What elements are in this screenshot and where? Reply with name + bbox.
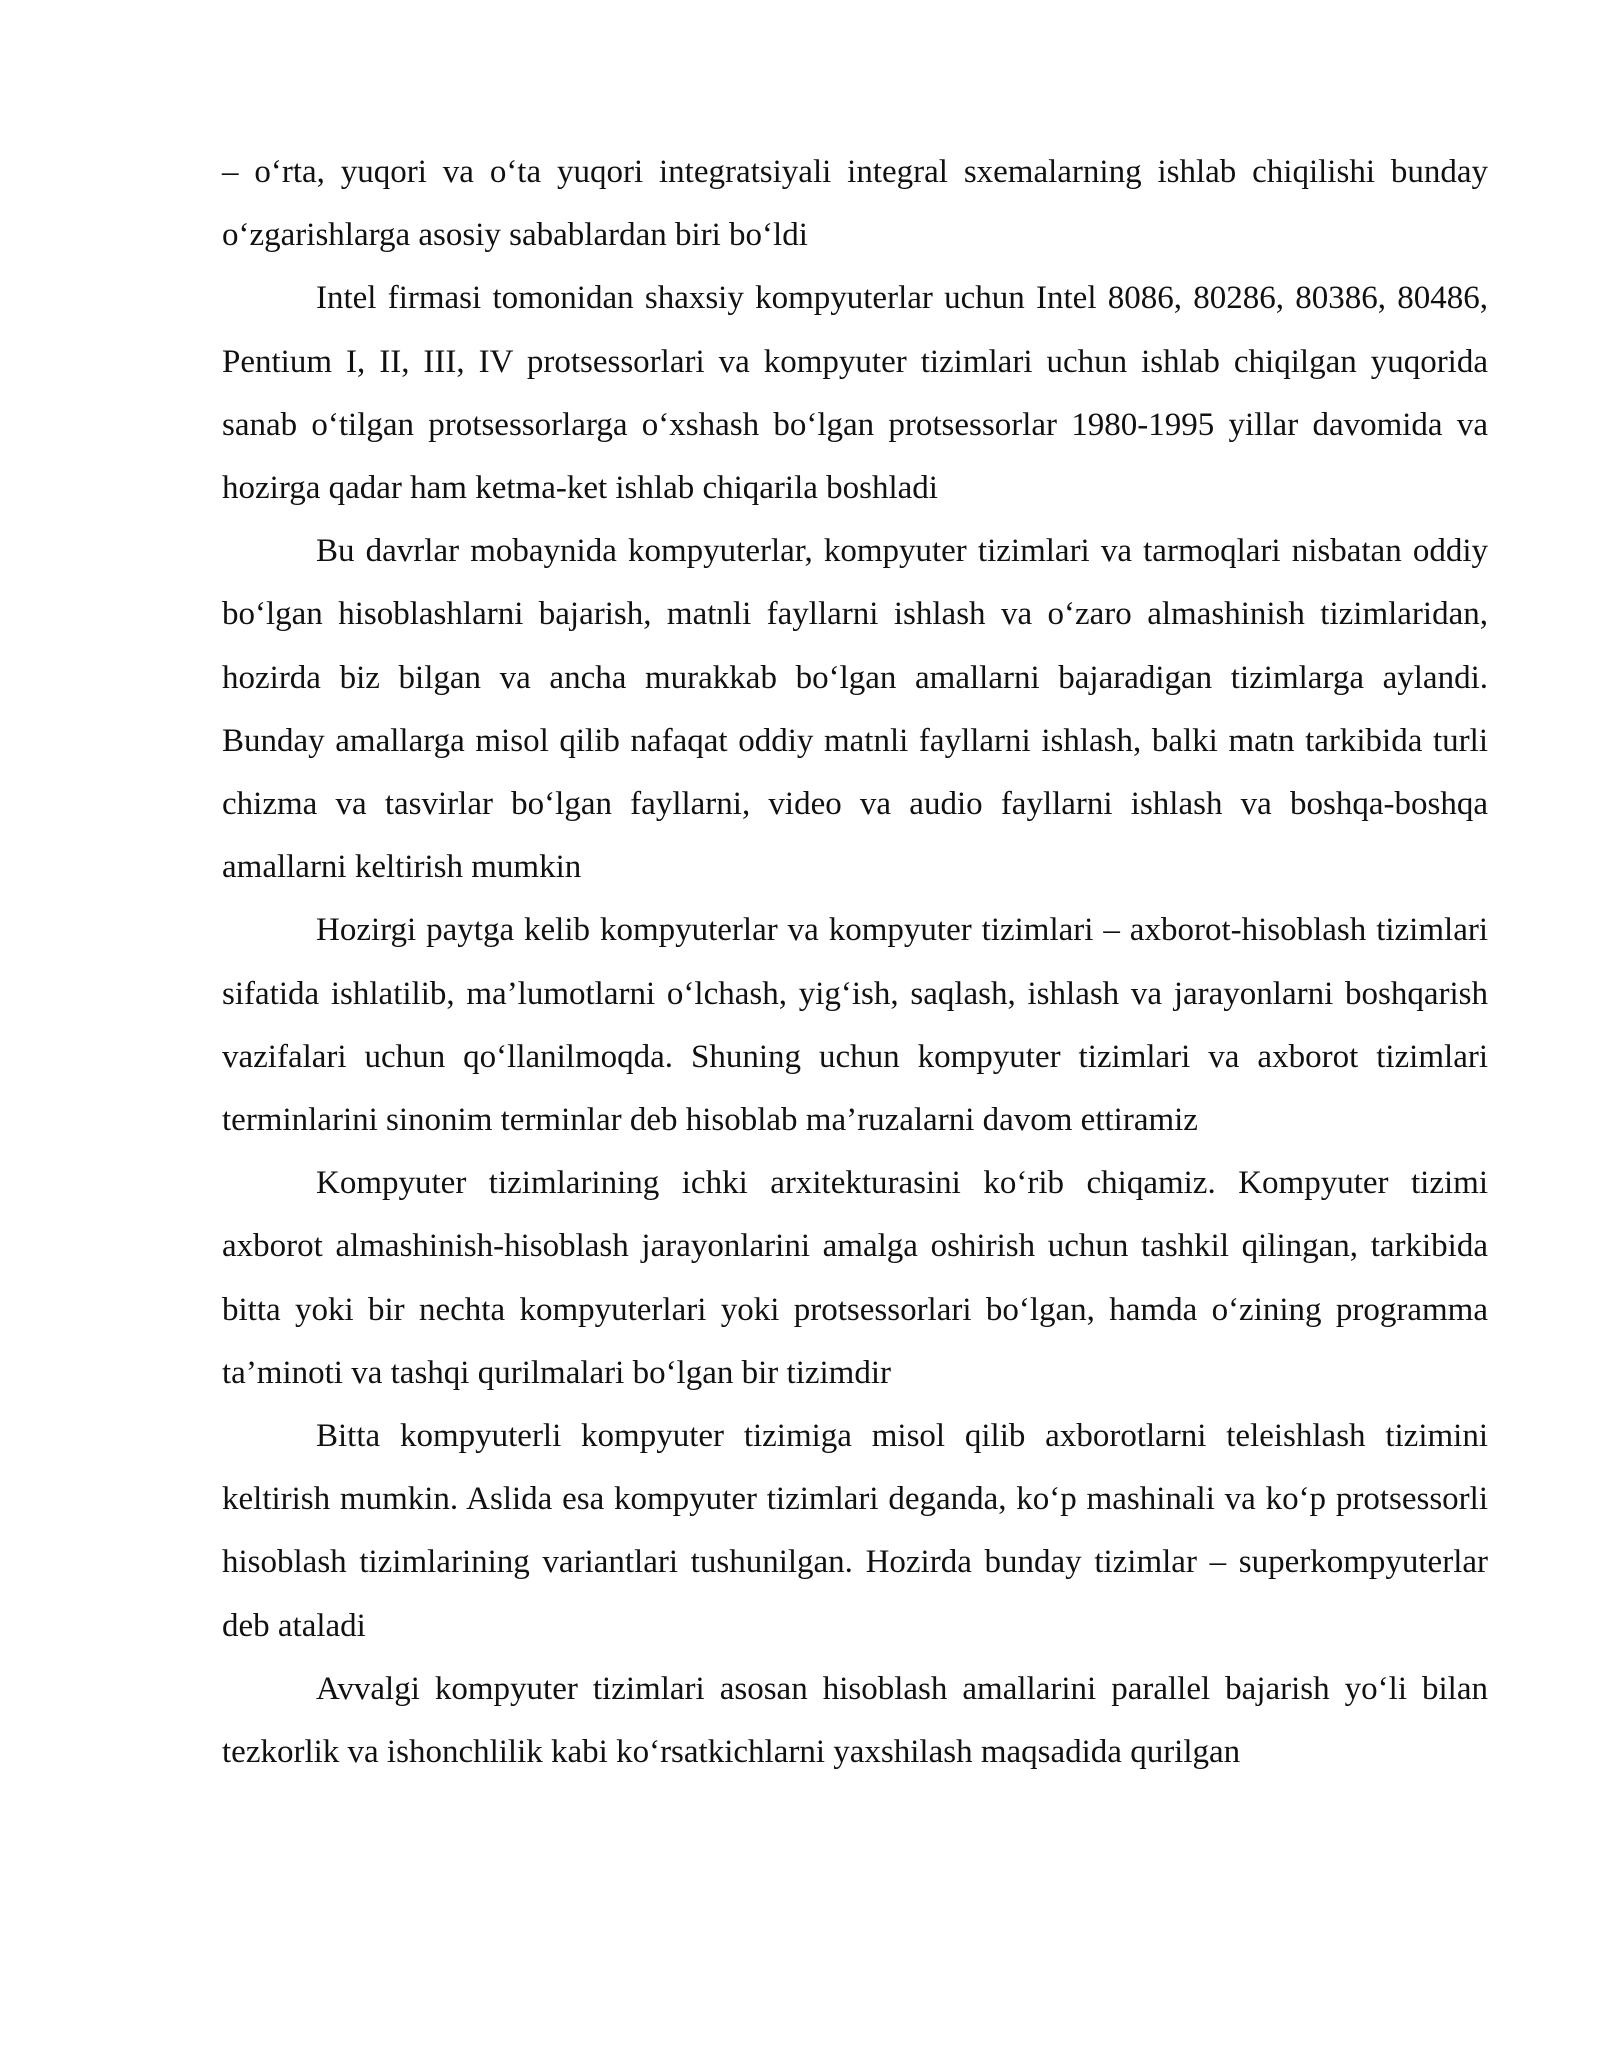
paragraph-7: Avvalgi kompyuter tizimlari asosan hisoblash amallarini parallel bajarish yo‘li bilan tezkorlik va ishonchlilik kabi ko‘rsatkichlarni yaxshilash maqsadida qurilgan [222, 1670, 1488, 1771]
paragraph-3: Bu davrlar mobaynida kompyuterlar, kompyuter tizimlari va tarmoqlari nisbatan oddiy bo‘lgan hisoblashlarni bajarish, matnli fayllarni ishlash va o‘zaro almashinish tizimlaridan, hozirda biz bilgan va ancha murakkab bo‘lgan amallarni bajaradigan tizimlarga aylandi. Bunday amallarga misol qilib nafaqat oddiy matnli fayllarni ishlash, balki matn tarkibida turli chizma va tasvirlar bo‘lgan fayllarni, video va audio fayllarni ishlash va boshqa-boshqa amallarni keltirish mumkin [222, 533, 1488, 886]
paragraph-5: Kompyuter tizimlarining ichki arxitekturasini ko‘rib chiqamiz. Kompyuter tizimi axborot almashinish-hisoblash jarayonlarini amalga oshirish uchun tashkil qilingan, tarkibida bitta yoki bir nechta kompyuterlari yoki protsessorlari bo‘lgan, hamda o‘zining programma ta’minoti va tashqi qurilmalari bo‘lgan bir tizimdir [222, 1165, 1488, 1391]
paragraph-4: Hozirgi paytga kelib kompyuterlar va kompyuter tizimlari – axborot-hisoblash tizimlari sifatida ishlatilib, ma’lumotlarni o‘lchash, yig‘ish, saqlash, ishlash va jarayonlarni boshqarish vazifalari uchun qo‘llanilmoqda. Shuning uchun kompyuter tizimlari va axborot tizimlari terminlarini sinonim terminlar deb hisoblab ma’ruzalarni davom ettiramiz [222, 912, 1488, 1139]
paragraph-1: – o‘rta, yuqori va o‘ta yuqori integratsiyali integral sxemalarning ishlab chiqilishi bunday o‘zgarishlarga asosiy sabablardan biri bo‘ldi [222, 154, 1488, 254]
paragraph-6: Bitta kompyuterli kompyuter tizimiga misol qilib axborotlarni teleishlash tizimini keltirish mumkin. Aslida esa kompyuter tizimlari deganda, ko‘p mashinali va ko‘p protsessorli hisoblash tizimlarining variantlari tushunilgan. Hozirda bunday tizimlar – superkompyuterlar deb ataladi [222, 1418, 1488, 1644]
paragraph-2: Intel firmasi tomonidan shaxsiy kompyuterlar uchun Intel 8086, 80286, 80386, 80486, Pentium I, II, III, IV protsessorlari va kompyuter tizimlari uchun ishlab chiqilgan yuqorida sanab o‘tilgan protsessorlarga o‘xshash bo‘lgan protsessorlar 1980-1995 yillar davomida va hozirga qadar ham ketma-ket ishlab chiqarila boshladi [222, 280, 1488, 507]
document-body [222, 141, 1488, 1784]
